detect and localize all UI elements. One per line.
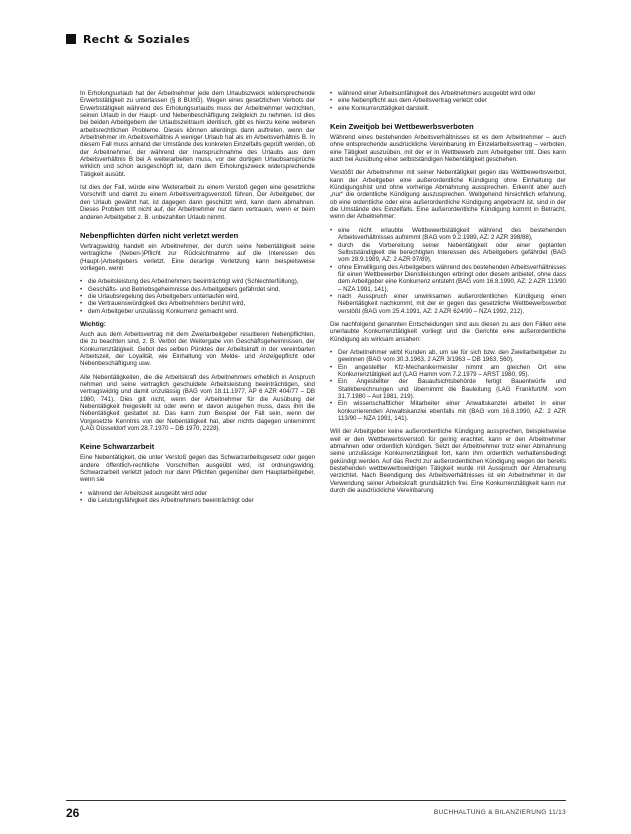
right-column [330, 90, 566, 501]
footer-rule [66, 800, 566, 801]
bullet-list [80, 278, 315, 315]
list-item: • ohne Einwilligung des Arbeitgebers während des bestehenden Arbeitsverhältnisses für einen Wettbewerber Dienstleistungen erbringt oder diesem anbietet, ohne dass dem Arbeitgeber eine Konkurrenz entsteht (BAG vom 16.8.1990, AZ: 2 AZR 113/90 – NZA 1991, 141), [330, 264, 566, 293]
list-item: • eine nicht erlaubte Wettbewerbstätigkeit während des bestehenden Arbeitsverhältnisses aufnimmt (BAG vom 9.2.1989, AZ: 2 AZR 398/88), [330, 227, 566, 242]
list-item: • Ein angestellter Kfz-Mechanikermeister nimmt am gleichen Ort eine Konkurrenztätigkeit auf (LAG Hamm vom 7.2.1979 – ARST 1980, 95). [330, 364, 566, 379]
list-item: • die Urlaubsregelung des Arbeitgebers unterlaufen wird, [80, 293, 315, 300]
paragraph: Vertragswidrig handelt ein Arbeitnehmer, der durch seine Nebentätigkeit seine vertragliche (Neben-)Pflicht zur Rücksichtnahme auf die Interessen des (Haupt-)Arbeitgebers verletzt. Eine derartige Verletzung kann beispielsweise vorliegen, wenn [80, 242, 315, 272]
list-item: • eine Konkurrenztätigkeit darstellt. [330, 105, 566, 112]
paragraph: Eine Nebentätigkeit, die unter Verstoß gegen das Schwarzarbeitsgesetz oder gegen andere öffentlich-rechtliche Vorschriften ausgeübt wird, ist ordnungswidrig. Schwarzarbeit verletzt jedoch nur dann Pflichten gegenüber dem Hauptarbeitgeber, wenn sie [80, 454, 315, 484]
list-item: • während einer Arbeitsunfähigkeit des Arbeitnehmers ausgeübt wird oder [330, 90, 566, 97]
bullet-list [330, 349, 566, 422]
list-item: • während der Arbeitszeit ausgeübt wird oder [80, 490, 315, 497]
bullet-list [330, 227, 566, 315]
paragraph: Ist dies der Fall, würde eine Weiterarbeit zu einem Verstoß gegen eine gesetzliche Vorschrift und damit zu einem Arbeitsvertragsverstoß führen. Der Arbeitgeber, der den Urlaub gewährt hat, ist dagegen dann geschützt wird, kann dann abmahnen. Dieses Problem tritt nicht auf, der Arbeitnehmer nur dann vertrauen, wenn er beim anderen Arbeitgeber z. B. unbezahlten Urlaub nimmt. [80, 184, 315, 221]
list-item: • nach Ausspruch einer unwirksamen außerordentlichen Kündigung einen Nebentätigkeit nachkommt, mit der er gegen das gesetzliche Wettbewerbsverbot verstößt (BAG vom 25.4.1991, AZ: 2 AZR 624/90 – NZA 1992, 212). [330, 293, 566, 315]
paragraph: Die nachfolgend genannten Entscheidungen sind aus diesen zu aus den Fällen eine unerlaubte Konkurrenztätigkeit vorliegt und die Gerichte eine außerordentliche Kündigung als wirksam ansahen: [330, 320, 566, 343]
list-item: • Ein Angestellter der Bauaufsichtsbehörde fertigt Bauentwürfe und Statikberechnungen und übernimmt die Bauleitung (LAG Frankfurt/M. vom 31.7.1980 – Aut 1981, 219). [330, 378, 566, 400]
section-title: Recht & Soziales [83, 32, 190, 46]
subheading-wichtig: Wichtig: [80, 320, 106, 328]
subheading-wettbewerbsverbot: Kein Zweitjob bei Wettbewerbsverboten [330, 122, 474, 132]
list-item: • durch die Vorbereitung seiner Nebentätigkeit oder einer geplanten Selbstständigkeit die berechtigten Interessen des Arbeitgebers gefährdet (BAG vom 28.9.1989, AZ: 2 AZR 97/89), [330, 242, 566, 264]
page-footer [66, 800, 566, 820]
list-item: • eine Nebenpflicht aus dem Arbeitsvertrag verletzt oder [330, 97, 566, 104]
list-item: • dem Arbeitgeber unzulässig Konkurrenz gemacht wird. [80, 308, 315, 315]
paragraph: Verstößt der Arbeitnehmer mit seiner Nebentätigkeit gegen das Wettbewerbsverbot, kann der Arbeitgeber eine außerordentliche Kündigung ohne Einhaltung der Kündigungsfrist und ohne vorherige Abmahnung aussprechen. Erkennt aber auch „nur“ die ordentliche Kündigung auszusprechen. Weitgehend hinsichtlich erfahrung, ob eine ordentliche oder eine außerordentliche Kündigung angebracht ist, sind in der die Umstände des Einzelfalls. Eine außerordentliche Kündigung kommt in Betracht, wenn der Arbeitnehmer: [330, 169, 566, 221]
subheading-nebenpflichten: Nebenpflichten dürfen nicht verletzt werden [80, 230, 239, 240]
list-item: • Der Arbeitnehmer wirbt Kunden ab, um sie für sich bzw. den Zweitarbeitgeber zu gewinnen (BAG vom 30.3.1963, 2 AZR 3/1963 – DB 1963, 560). [330, 349, 566, 364]
paragraph: Alle Nebentätigkeiten, die die Arbeitskraft des Arbeitnehmers erheblich in Anspruch nehmen und seine vertraglich geschuldete Arbeitsleistung beeinträchtigen, sind vertragswidrig und damit unzulässig (BAG vom 18.11.1977, AP 6 AZR 404/77 – DB 1980, 741). Dies gilt nicht, wenn der Arbeitnehmer für die Ausübung der Nebentätigkeit freigestellt ist oder wenn er davon ausgehen muss, dass ihm die Nebentätigkeit gestattet ist. Das kann zum Beispiel der Fall sein, wenn der Vorgesetzte Kenntnis von der Nebentätigkeit hat, aber nichts dagegen unternimmt (LAG Düsseldorf vom 28.7.1970 – DB 1970, 2228). [80, 373, 315, 433]
list-item: • Ein wissenschaftlicher Mitarbeiter einer Anwaltskanzlei arbeitet in einer konkurrierenden Anwaltskanzlei ebenfalls mit (BAG vom 16.8.1990, AZ: 2 AZR 113/90 – NZA 1991, 141). [330, 400, 566, 422]
list-item: • Geschäfts- und Betriebsgeheimnisse des Arbeitgebers gefährdet sind, [80, 286, 315, 293]
bullet-list [80, 490, 315, 505]
section-header [66, 30, 190, 48]
square-bullet-icon [66, 34, 76, 44]
list-item: • die Arbeitsleistung des Arbeitnehmers beeinträchtigt wird (Schlechterfüllung), [80, 278, 315, 285]
page-number: 26 [66, 806, 80, 820]
list-item: • die Leistungsfähigkeit des Arbeitnehmers beeinträchtigt oder [80, 497, 315, 504]
paragraph: In Erholungsurlaub hat der Arbeitnehmer jede dem Urlaubszweck widersprechende Erwerbstätigkeit zu unterlassen (§ 8 BUrlG). Wegen eines gesetzlichen Verbots der Erwerbstätigkeit während des Erholungsurlaubs muss der Arbeitnehmer verzichten, seinen Urlaub in der Haupt- und Nebenbeschäftigung zeitgleich zu nehmen. Ist dies bei beiden Arbeitgebern der Urlaubszeitraum identisch, gibt es hierzu keine weiteren arbeitsrechtlichen Probleme. Dieses können allerdings dann auftreten, wenn der Arbeitnehmer im Arbeitsverhältnis A weniger Urlaub hat als im Arbeitsverhältnis B. In diesem Fall muss anhand der Umstände des konkreten Einzelfalls geprüft werden, ob der Arbeitnehmer, der während der Inanspruchnahme des Urlaubs aus dem Arbeitsverhältnis B bei A weiterarbeiten muss, vor der dortigen Urlaubsansprüche wirklich und schon ausgeschöpft ist, dann dem Erholungszweck widersprechende Tätigkeit ausübt. [80, 90, 315, 178]
left-column [80, 90, 315, 510]
paragraph: Will der Arbeitgeber keine außerordentliche Kündigung aussprechen, beispielsweise weil er den Wettbewerbsverstoß für gering erachtet, kann er den Arbeitnehmer abmahnen oder ordentlich kündigen. Setzt der Arbeitnehmer trotz einer Abmahnung seine unzulässige Konkurrenztätigkeit fort, kann ihm ordentlich verhaltensbedingt gekündigt werden. Auf das Recht zur außerordentlichen Kündigung wegen der bereits bestehenden wettbewerbswidrigen Tätigkeit wurde mit Ausspruch der Abmahnung verzichtet. Nach Beendigung des Arbeitsverhältnisses ist ein Arbeitnehmer in der Verwendung seiner Arbeitskraft grundsätzlich frei. Eine Konkurrenztätigkeit kann nur durch die ausdrückliche Vereinbarung [330, 428, 566, 495]
paragraph: Während eines bestehenden Arbeitsverhältnisses ist es dem Arbeitnehmer – auch ohne entsprechende ausdrückliche Vereinbarung im Einzelarbeitsvertrag – verboten, eine Tätigkeit auszuüben, mit der er in Wettbewerb zum Arbeitgeber tritt. Dies kann auch bei Ausübung einer selbstständigen Nebentätigkeit geschehen. [330, 134, 566, 164]
publication-name: BUCHHALTUNG & BILANZIERUNG 11/13 [433, 809, 566, 816]
subheading-schwarzarbeit: Keine Schwarzarbeit [80, 442, 155, 452]
bullet-list [330, 90, 566, 112]
paragraph: Auch aus dem Arbeitsvertrag mit dem Zweitarbeitgeber resultieren Nebenpflichten, die zu beachten sind, z. B. Verbot der Weitergabe von Geschäftsgeheimnissen, der Konkurrenztätigkeit. Gebot des selben Pünktes der Arbeitskraft in der vereinbarten Arbeitszeit, der Loyalität, wie Einhaltung von Melde- und Anzeigepflicht oder Nebenbeschäftigung usw. [80, 330, 315, 368]
list-item: • die Vertrauenswürdigkeit des Arbeitnehmers berührt wird, [80, 300, 315, 307]
